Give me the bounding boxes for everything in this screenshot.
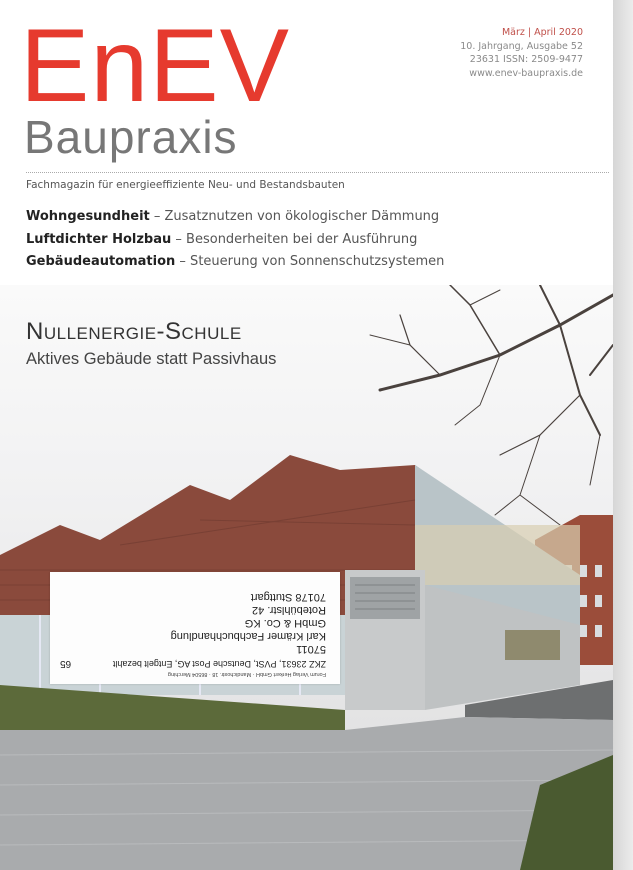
website: www.enev-baupraxis.de (469, 67, 583, 79)
address-line: Karl Krämer Fachbuchhandlung (170, 630, 326, 642)
label-number: 65 (60, 658, 72, 669)
logo-baupraxis: Baupraxis (24, 111, 238, 163)
postage-line: ZKZ 23631, PVSt, Deutsche Post AG, Entgelt bezahlt (112, 659, 326, 669)
address-line: 70178 Stuttgart (250, 591, 326, 603)
cover-story-title: Nullenergie-Schule (26, 318, 242, 345)
divider (26, 172, 609, 173)
address-line: GmbH & Co. KG (244, 617, 326, 629)
postage-row (60, 657, 326, 670)
address-line: 57011 (296, 643, 326, 655)
address-label (50, 572, 340, 684)
address-line: Rotebühlstr. 42 (252, 604, 326, 616)
issn: 23631 ISSN: 2509-9477 (469, 54, 583, 65)
headline: Wohngesundheit – Zusatznutzen von ökologischer Dämmung (26, 209, 440, 224)
pavement (0, 717, 613, 870)
issue-date: März | April 2020 (501, 27, 583, 38)
headline: Gebäudeautomation – Steuerung von Sonnenschutzsystemen (26, 254, 445, 269)
scan-edge (613, 0, 633, 870)
cover-story-subtitle: Aktives Gebäude statt Passivhaus (26, 350, 277, 368)
headlines (26, 206, 444, 274)
sender-line: Forum Verlag Herkert GmbH · Mandichostr. 18 · 86504 Merching (167, 671, 326, 677)
tagline: Fachmagazin für energieeffiziente Neu- und Bestandsbauten (26, 179, 345, 191)
issue-volume: 10. Jahrgang, Ausgabe 52 (460, 40, 583, 52)
address-lines (60, 590, 326, 655)
issue-info (460, 26, 583, 80)
headline: Luftdichter Holzbau – Besonderheiten bei der Ausführung (26, 231, 418, 247)
logo-enev: EnEV (20, 8, 290, 124)
